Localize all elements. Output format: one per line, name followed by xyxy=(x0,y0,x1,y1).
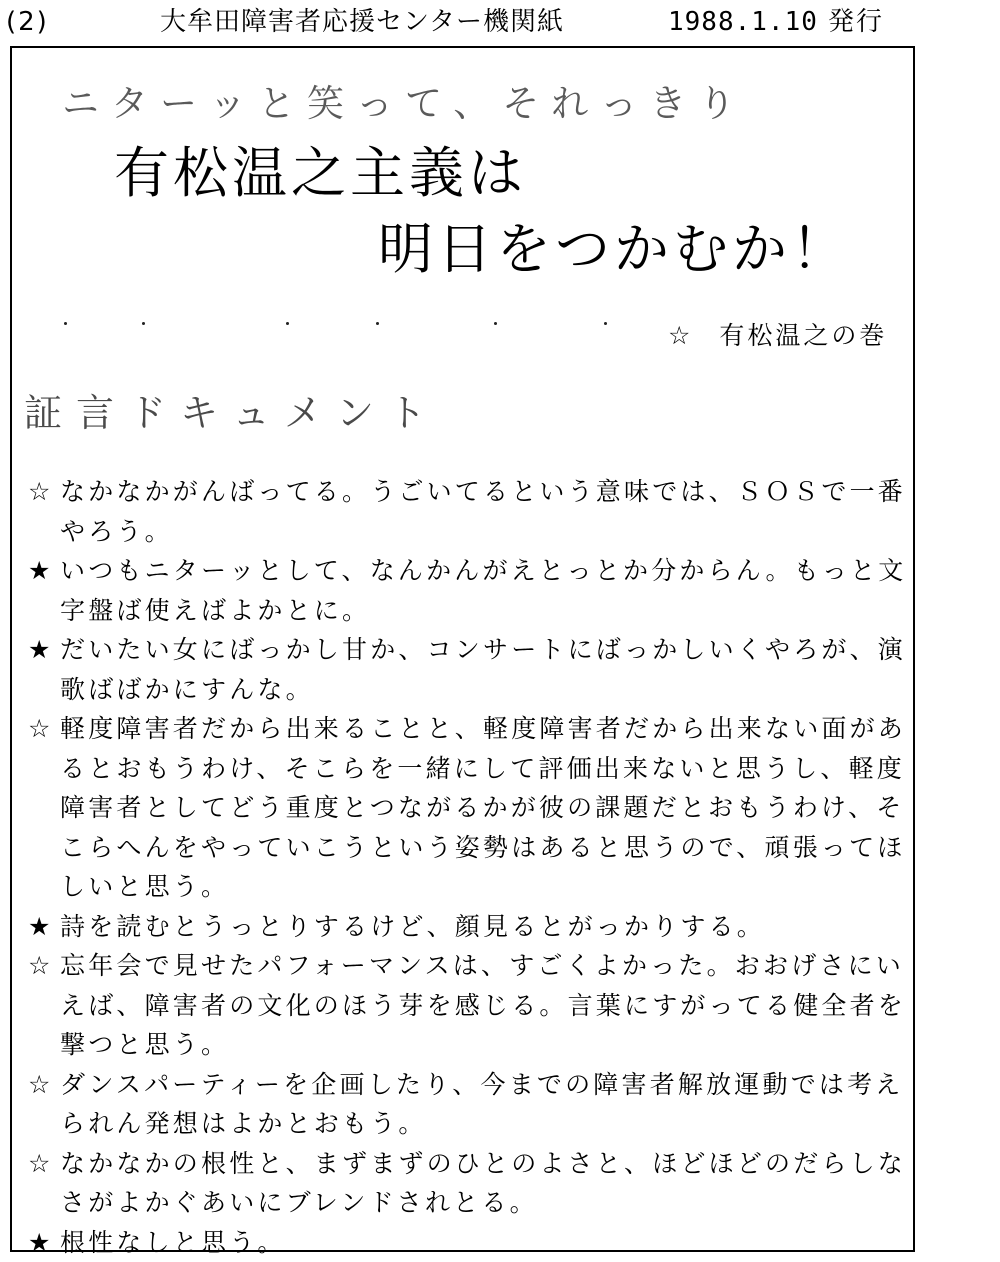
dot xyxy=(494,322,497,325)
page-number: (2) xyxy=(6,4,49,40)
comment-list xyxy=(28,472,908,1262)
comment-text: 忘年会で見せたパフォーマンスは、すごくよかった。おおげさにいえば、障害者の文化のほう芽を感じる。言葉にすがってる健全者を撃つと思う。 xyxy=(60,946,908,1065)
comment-text: なかなかの根性と、まずまずのひとのよさと、ほどほどのだらしなさがよかぐあいにブレンドされとる。 xyxy=(60,1144,908,1223)
comment-text: 軽度障害者だから出来ることと、軽度障害者だから出来ない面があるとおもうわけ、そこらを一緒にして評価出来ないと思うし、軽度障害者としてどう重度とつながるかが彼の課題だとおもうわけ、そこらへんをやっていこうという姿勢はあると思うので、頑張ってほしいと思う。 xyxy=(60,709,908,907)
star-outline-icon: ☆ xyxy=(28,1144,54,1184)
comment-text: 詩を読むとうっとりするけど、顔見るとがっかりする。 xyxy=(60,907,908,947)
dotted-rule xyxy=(64,322,624,328)
page-header xyxy=(0,4,1000,40)
comment-text: いつもニターッとして、なんかんがえとっとか分からん。もっと文字盤ば使えばよかとに。 xyxy=(60,551,908,630)
dot xyxy=(376,322,379,325)
star-outline-icon: ☆ xyxy=(668,321,693,350)
comment-item xyxy=(28,630,908,709)
comment-text: 根性なしと思う。 xyxy=(60,1223,908,1262)
issue-label: 発行 xyxy=(828,4,884,40)
comment-item xyxy=(28,709,908,907)
dot xyxy=(64,322,67,325)
star-filled-icon: ★ xyxy=(28,630,54,670)
issue-date: 1988.1.10 xyxy=(668,4,818,40)
star-filled-icon: ★ xyxy=(28,907,54,947)
headline-line-1: 有松温之主義は xyxy=(114,140,527,206)
star-outline-icon: ☆ xyxy=(28,472,54,512)
article-kicker: ニターッと笑って、それっきり xyxy=(62,82,747,126)
comment-item xyxy=(28,551,908,630)
dot xyxy=(142,322,145,325)
dot xyxy=(604,322,607,325)
byline-text: 有松温之の巻 xyxy=(719,321,887,350)
article-byline xyxy=(668,318,887,354)
paper-title: 大牟田障害者応援センター機関紙 xyxy=(160,4,564,40)
comment-text: ダンスパーティーを企画したり、今までの障害者解放運動では考えられん発想はよかとおもう。 xyxy=(60,1065,908,1144)
star-outline-icon: ☆ xyxy=(28,946,54,986)
comment-item xyxy=(28,907,908,947)
comment-item xyxy=(28,472,908,551)
star-outline-icon: ☆ xyxy=(28,709,54,749)
comment-item xyxy=(28,946,908,1065)
comment-item xyxy=(28,1223,908,1262)
comment-text: なかなかがんばってる。うごいてるという意味では、ＳＯＳで一番やろう。 xyxy=(60,472,908,551)
star-outline-icon: ☆ xyxy=(28,1065,54,1105)
dot xyxy=(286,322,289,325)
comment-text: だいたい女にばっかし甘か、コンサートにばっかしいくやろが、演歌ばばかにすんな。 xyxy=(60,630,908,709)
star-filled-icon: ★ xyxy=(28,1223,54,1262)
section-heading: 証言ドキュメント xyxy=(24,390,440,436)
comment-item xyxy=(28,1144,908,1223)
comment-item xyxy=(28,1065,908,1144)
headline-line-2: 明日をつかむか！ xyxy=(378,216,850,282)
star-filled-icon: ★ xyxy=(28,551,54,591)
